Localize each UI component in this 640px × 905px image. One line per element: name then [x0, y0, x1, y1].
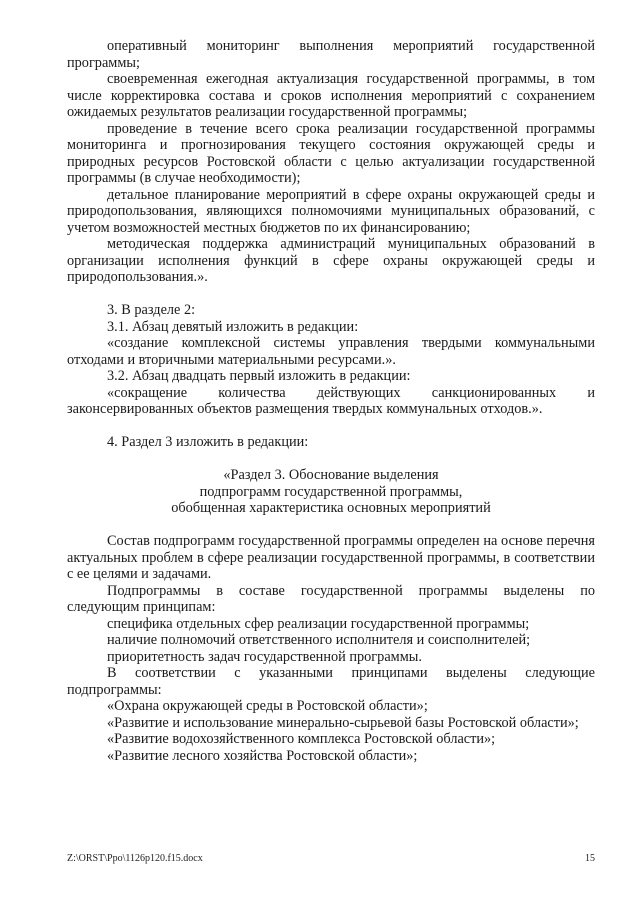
paragraph: 3.2. Абзац двадцать первый изложить в редакции: [107, 368, 411, 384]
spacer [67, 517, 595, 534]
quote-paragraph: «создание комплексной системы управления твердыми коммунальными отходами и вторичными материальными ресурсами.». [67, 335, 595, 368]
list-item: «Охрана окружающей среды в Ростовской области»; [107, 698, 428, 714]
section-title-line: «Раздел 3. Обоснование выделения [223, 467, 439, 483]
quote-paragraph: «сокращение количества действующих санкционированных и законсервированных объектов размещения твердых коммунальных отходов.». [67, 384, 595, 417]
spacer [67, 451, 595, 468]
document-page [67, 38, 595, 764]
paragraph: Подпрограммы в составе государственной программы выделены по следующим принципам: [67, 582, 595, 615]
paragraph: 3.1. Абзац девятый изложить в редакции: [107, 318, 359, 335]
section-heading: 4. Раздел 3 изложить в редакции: [107, 434, 309, 450]
list-item: специфика отдельных сфер реализации государственной программы; [107, 615, 530, 632]
paragraph: оперативный мониторинг выполнения мероприятий государственной программы; [67, 38, 595, 71]
section-heading: 3. В разделе 2: [107, 302, 196, 318]
paragraph: Состав подпрограмм государственной программы определен на основе перечня актуальных проблем в сфере реализации государственной программы, в соответствии с ее целями и задачами. [67, 533, 595, 582]
section-title-line: обобщенная характеристика основных мероприятий [171, 500, 491, 516]
paragraph: своевременная ежегодная актуализация государственной программы, в том числе корректировка состава и сроков исполнения мероприятий с сохранением ожидаемых результатов реализации государственной программы; [67, 71, 595, 120]
paragraph: детальное планирование мероприятий в сфере охраны окружающей среды и природопользования, являющихся полномочиями муниципальных образований, с учетом возможностей местных бюджетов по их финансированию; [67, 186, 595, 236]
footer-file-path: Z:\ORST\Ppo\1126p120.f15.docx [67, 853, 203, 864]
page-number: 15 [585, 853, 595, 864]
paragraph: методическая поддержка администраций муниципальных образований в организации исполнения функций в сфере охраны окружающей среды и природопользования.». [67, 236, 595, 285]
list-item: «Развитие водохозяйственного комплекса Ростовской области»; [107, 731, 496, 747]
section-title-line: подпрограмм государственной программы, [199, 483, 463, 500]
list-item: наличие полномочий ответственного исполнителя и соисполнителей; [107, 632, 531, 648]
spacer [67, 418, 595, 435]
list-item: «Развитие и использование минерально-сырьевой базы Ростовской области»; [107, 714, 579, 731]
list-item: «Развитие лесного хозяйства Ростовской области»; [107, 747, 418, 764]
paragraph: проведение в течение всего срока реализации государственной программы мониторинга и прогнозирования текущего состояния окружающей среды и природных ресурсов Ростовской области с целью актуализации государственной программы (в случае необходимости); [67, 120, 595, 186]
spacer [67, 286, 595, 303]
list-item: приоритетность задач государственной программы. [107, 648, 422, 665]
paragraph: В соответствии с указанными принципами выделены следующие подпрограммы: [67, 665, 595, 698]
